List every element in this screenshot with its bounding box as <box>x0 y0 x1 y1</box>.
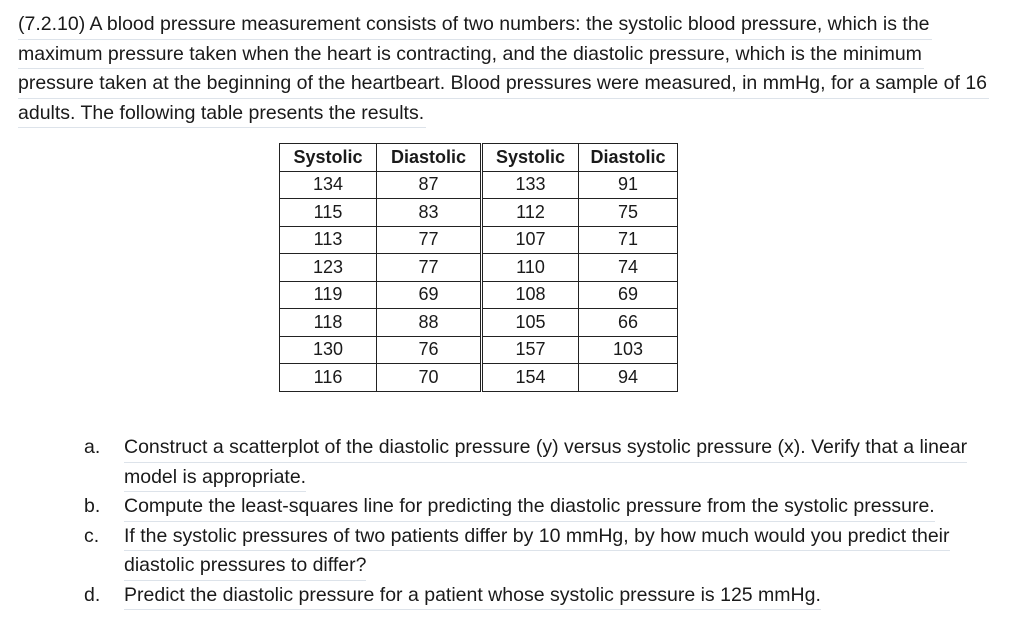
cell-systolic: 108 <box>482 281 579 309</box>
question-c <box>84 522 1014 581</box>
cell-diastolic: 69 <box>377 281 482 309</box>
question-letter: c. <box>84 524 100 547</box>
table-row <box>280 171 678 199</box>
cell-systolic: 157 <box>482 336 579 364</box>
cell-diastolic: 75 <box>579 199 678 227</box>
cell-diastolic: 69 <box>579 281 678 309</box>
question-text <box>124 522 950 581</box>
question-line: Compute the least-squares line for predicting the diastolic pressure from the systolic pressure. <box>124 492 935 522</box>
question-a <box>84 433 1014 492</box>
blood-pressure-table <box>279 143 678 392</box>
header-diastolic: Diastolic <box>579 144 678 172</box>
question-text <box>124 433 967 492</box>
cell-diastolic: 87 <box>377 171 482 199</box>
question-b <box>84 492 1014 522</box>
cell-diastolic: 66 <box>579 309 678 337</box>
table-row <box>280 199 678 227</box>
cell-systolic: 133 <box>482 171 579 199</box>
problem-intro <box>18 10 1018 128</box>
table-row <box>280 364 678 392</box>
cell-systolic: 105 <box>482 309 579 337</box>
header-systolic: Systolic <box>482 144 579 172</box>
cell-diastolic: 88 <box>377 309 482 337</box>
header-diastolic: Diastolic <box>377 144 482 172</box>
cell-systolic: 107 <box>482 226 579 254</box>
cell-systolic: 116 <box>280 364 377 392</box>
question-text <box>124 581 821 611</box>
intro-line: maximum pressure taken when the heart is contracting, and the diastolic pressure, which is the minimum <box>18 40 924 70</box>
table-row <box>280 336 678 364</box>
intro-line: pressure taken at the beginning of the heartbeart. Blood pressures were measured, in mmHg, for a sample of 16 <box>18 69 989 99</box>
cell-diastolic: 77 <box>377 254 482 282</box>
cell-systolic: 119 <box>280 281 377 309</box>
question-letter: b. <box>84 495 101 517</box>
cell-diastolic: 91 <box>579 171 678 199</box>
table-row <box>280 309 678 337</box>
cell-diastolic: 103 <box>579 336 678 364</box>
cell-diastolic: 74 <box>579 254 678 282</box>
cell-diastolic: 77 <box>377 226 482 254</box>
question-letter: a. <box>84 436 101 458</box>
header-systolic: Systolic <box>280 144 377 172</box>
table-row <box>280 281 678 309</box>
cell-systolic: 134 <box>280 171 377 199</box>
question-line: model is appropriate. <box>124 463 306 493</box>
question-line: Construct a scatterplot of the diastolic pressure (y) versus systolic pressure (x). Verify that a linear <box>124 433 967 463</box>
cell-systolic: 112 <box>482 199 579 227</box>
table-body <box>280 171 678 391</box>
question-d <box>84 581 1014 611</box>
cell-systolic: 118 <box>280 309 377 337</box>
cell-systolic: 123 <box>280 254 377 282</box>
cell-systolic: 154 <box>482 364 579 392</box>
cell-diastolic: 94 <box>579 364 678 392</box>
intro-line: adults. The following table presents the results. <box>18 99 426 129</box>
table-row <box>280 254 678 282</box>
question-text <box>124 492 935 522</box>
table-header-row <box>280 144 678 172</box>
intro-line: (7.2.10) A blood pressure measurement consists of two numbers: the systolic blood pressure, which is the <box>18 10 932 40</box>
cell-systolic: 130 <box>280 336 377 364</box>
cell-diastolic: 83 <box>377 199 482 227</box>
cell-systolic: 110 <box>482 254 579 282</box>
cell-diastolic: 76 <box>377 336 482 364</box>
cell-diastolic: 70 <box>377 364 482 392</box>
table-row <box>280 226 678 254</box>
question-list <box>84 433 1014 610</box>
cell-systolic: 113 <box>280 226 377 254</box>
question-line: If the systolic pressures of two patients differ by 10 mmHg, by how much would you predict their <box>124 522 950 552</box>
question-line: Predict the diastolic pressure for a patient whose systolic pressure is 125 mmHg. <box>124 581 821 611</box>
cell-diastolic: 71 <box>579 226 678 254</box>
question-letter: d. <box>84 583 101 606</box>
cell-systolic: 115 <box>280 199 377 227</box>
question-line: diastolic pressures to differ? <box>124 551 366 581</box>
